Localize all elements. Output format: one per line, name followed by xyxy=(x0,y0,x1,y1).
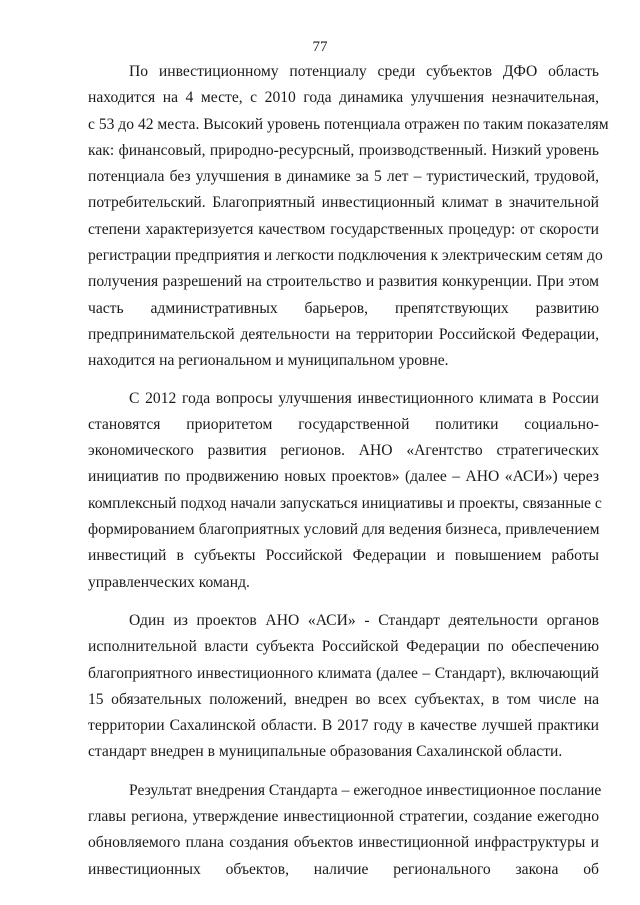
text-line: главы региона, утверждение инвестиционной стратегии, создание ежегодно xyxy=(88,808,599,826)
text-line: находится на региональном и муниципальном уровне. xyxy=(88,352,449,370)
text-line: с 53 до 42 места. Высокий уровень потенциала отражен по таким показателям xyxy=(88,115,609,133)
document-body xyxy=(88,59,609,883)
text-line: инвестиционных объектов, наличие регионального закона об xyxy=(88,860,599,878)
text-line: Один из проектов АНО «АСИ» - Стандарт деятельности органов xyxy=(129,611,599,629)
text-line: потребительский. Благоприятный инвестиционный климат в значительной xyxy=(88,194,599,212)
paragraph-standard-results xyxy=(88,778,602,883)
text-line: инициатив по продвижению новых проектов» (далее – АНО «АСИ») через xyxy=(88,468,599,486)
text-line: регистрации предприятия и легкости подключения к электрическим сетям до xyxy=(88,247,603,265)
text-line: как: финансовый, природно-ресурсный, производственный. Низкий уровень xyxy=(88,141,599,159)
text-line: комплексный подход начали запускаться инициативы и проекты, связанные с xyxy=(88,494,602,512)
text-line: инвестиций в субъекты Российской Федерации и повышением работы xyxy=(88,547,599,565)
text-line: предпринимательской деятельности на территории Российской Федерации, xyxy=(88,325,599,343)
text-line: благоприятного инвестиционного климата (далее – Стандарт), включающий xyxy=(88,664,599,682)
text-line: обновляемого плана создания объектов инвестиционной инфраструктуры и xyxy=(88,834,599,852)
text-line: По инвестиционному потенциалу среди субъектов ДФО область xyxy=(129,63,599,80)
paragraph-investment-potential xyxy=(88,59,609,375)
text-line: Результат внедрения Стандарта – ежегодное инвестиционное послание xyxy=(129,781,602,799)
text-line: получения разрешений на строительство и развития конкуренции. При этом xyxy=(88,273,599,291)
text-line: С 2012 года вопросы улучшения инвестиционного климата в России xyxy=(129,389,599,407)
text-line: степени характеризуется качеством государственных процедур: от скорости xyxy=(88,220,599,238)
text-line: становятся приоритетом государственной политики социально- xyxy=(88,415,599,433)
text-line: стандарт внедрен в муниципальные образования Сахалинской области. xyxy=(88,743,563,761)
text-line: исполнительной власти субъекта Российской Федерации по обеспечению xyxy=(88,638,599,656)
text-line: формированием благоприятных условий для ведения бизнеса, привлечением xyxy=(88,521,600,539)
text-line: часть административных барьеров, препятствующих развитию xyxy=(88,299,599,317)
text-line: территории Сахалинской области. В 2017 году в качестве лучшей практики xyxy=(88,717,599,735)
text-line: управленческих команд. xyxy=(88,573,250,591)
paragraph-investment-climate-policy xyxy=(88,386,602,596)
page-number: 77 xyxy=(312,39,328,55)
paragraph-asi-standard xyxy=(88,608,599,766)
text-line: экономического развития регионов. АНО «Агентство стратегических xyxy=(88,442,599,460)
text-line: потенциала без улучшения в динамике за 5 лет – туристический, трудовой, xyxy=(88,168,599,186)
text-line: находится на 4 месте, с 2010 года динамика улучшения незначительная, xyxy=(88,89,599,107)
text-line: 15 обязательных положений, внедрен во всех субъектах, в том числе на xyxy=(88,690,599,708)
